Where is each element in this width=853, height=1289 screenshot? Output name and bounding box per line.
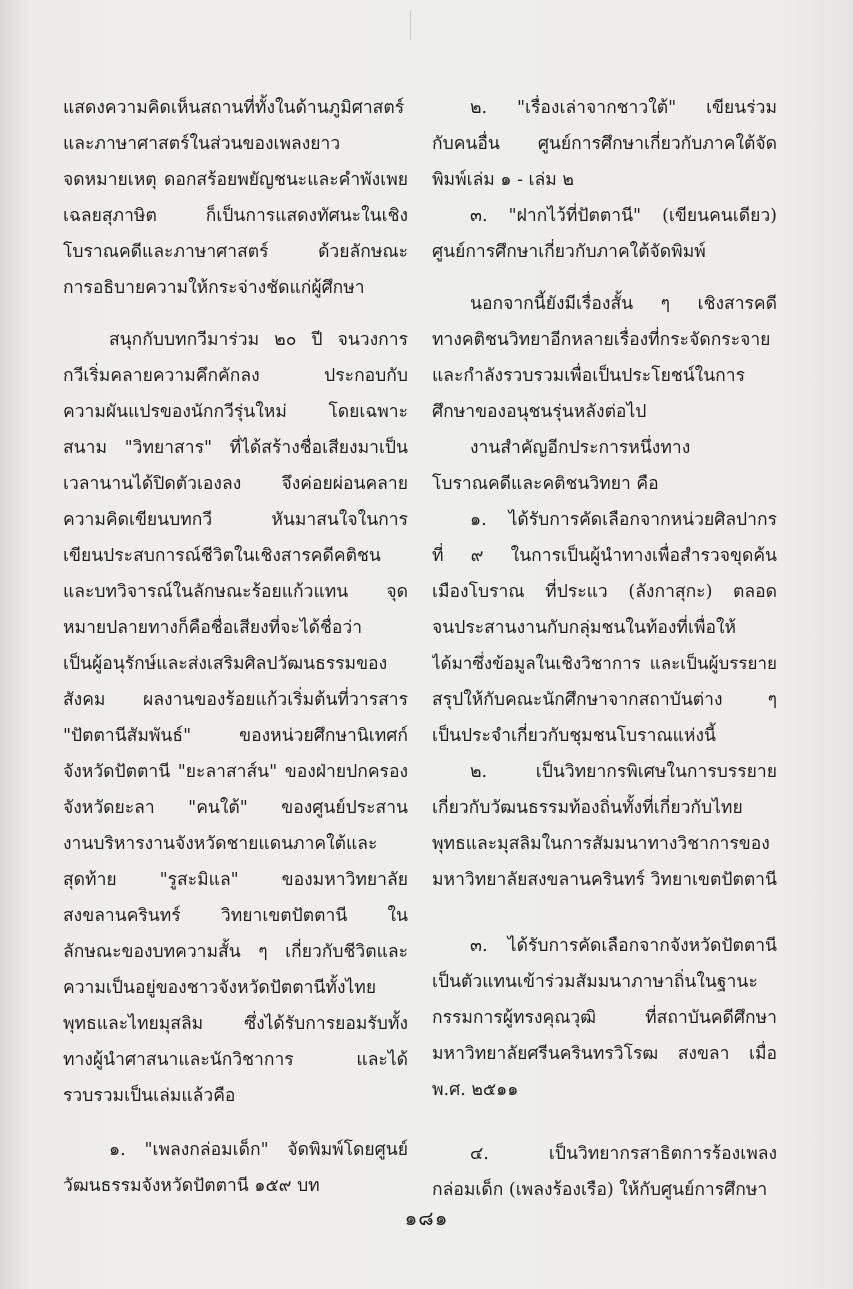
text-line: ๔. เป็นวิทยากรสาธิตการร้องเพลง [470, 1144, 777, 1164]
text-line: สนาม "วิทยาสาร" ที่ได้สร้างชื่อเสียงมาเป็น [63, 438, 408, 458]
text-line: จังหวัดยะลา "คนใต้" ของศูนย์ประสาน [63, 798, 408, 818]
text-line: ๓. ได้รับการคัดเลือกจากจังหวัดปัตตานี [470, 936, 777, 956]
text-line: กับคนอื่น ศูนย์การศึกษาเกี่ยวกับภาคใต้จัด [432, 134, 777, 154]
text-line: เกี่ยวกับวัฒนธรรมท้องถิ่นทั้งที่เกี่ยวกับไทย [432, 798, 743, 818]
text-line: ได้มาซึ่งข้อมูลในเชิงวิชาการ และเป็นผู้บรรยาย [432, 654, 777, 674]
text-line: เป็นผู้อนุรักษ์และส่งเสริมศิลปวัฒนธรรมของ [63, 654, 388, 674]
text-line: ลักษณะของบทความสั้น ๆ เกี่ยวกับชีวิตและ [63, 942, 408, 962]
text-line: เขียนประสบการณ์ชีวิตในเชิงสารคดีคติชน [63, 546, 381, 566]
text-line: หมายปลายทางก็คือชื่อเสียงที่จะได้ชื่อว่า [63, 618, 363, 638]
text-line: มหาวิทยาลัยศรีนครินทรวิโรฒ สงขลา เมื่อ [432, 1044, 777, 1064]
text-line: จนประสานงานกับกลุ่มชนในท้องที่เพื่อให้ [432, 618, 737, 638]
text-line: พิมพ์เล่ม ๑ - เล่ม ๒ [432, 170, 574, 190]
text-line: การอธิบายความให้กระจ่างชัดแก่ผู้ศึกษา [63, 278, 365, 298]
text-line: งานสำคัญอีกประการหนึ่งทาง [470, 438, 691, 458]
text-line: เมืองโบราณ ที่ประแว (ลังกาสุกะ) ตลอด [432, 582, 777, 602]
text-line: เฉลยสุภาษิต ก็เป็นการแสดงทัศนะในเชิง [63, 206, 408, 226]
text-line: และบทวิจารณ์ในลักษณะร้อยแก้วแทน จุด [63, 582, 408, 602]
text-line: ๑. ได้รับการคัดเลือกจากหน่วยศิลปากร [470, 510, 777, 530]
text-line: พ.ศ. ๒๕๑๑ [432, 1080, 519, 1100]
text-line: จดหมายเหตุ ดอกสร้อยพยัญชนะและคำพังเพย [63, 170, 408, 190]
text-line: และกำลังรวบรวมเพื่อเป็นประโยชน์ในการ [432, 366, 746, 386]
text-line: ๑. "เพลงกล่อมเด็ก" จัดพิมพ์โดยศูนย์ [109, 1140, 408, 1160]
text-line: ความเป็นอยู่ของชาวจังหวัดปัตตานีทั้งไทย [63, 978, 377, 998]
text-line: แสดงความคิดเห็นสถานที่ทั้งในด้านภูมิศาสตร์ [63, 98, 405, 118]
text-line: สังคม ผลงานของร้อยแก้วเริ่มต้นที่วารสาร [63, 690, 408, 710]
text-line: ๒. เป็นวิทยากรพิเศษในการบรรยาย [470, 762, 777, 782]
page-number: ๑๘๑ [404, 1206, 449, 1230]
text-line: กล่อมเด็ก (เพลงร้องเรือ) ให้กับศูนย์การศึกษา [432, 1180, 768, 1200]
text-line: จังหวัดปัตตานี "ยะลาสาส์น" ของฝ่ายปกครอง [63, 762, 408, 782]
text-line: สงขลานครินทร์ วิทยาเขตปัตตานี ใน [63, 906, 408, 926]
text-line: ที่ ๙ ในการเป็นผู้นำทางเพื่อสำรวจขุดค้น [432, 546, 777, 566]
text-line: ความคิดเขียนบทกวี หันมาสนใจในการ [63, 510, 408, 530]
text-line: สุดท้าย "รูสะมิแล" ของมหาวิทยาลัย [63, 870, 408, 890]
text-line: ศึกษาของอนุชนรุ่นหลังต่อไป [432, 402, 647, 422]
text-line: โบราณคดีและคติชนวิทยา คือ [432, 474, 659, 494]
text-line: เป็นตัวแทนเข้าร่วมสัมมนาภาษาถิ่นในฐานะ [432, 972, 758, 992]
text-line: และภาษาศาสตร์ในส่วนของเพลงยาว [63, 134, 341, 154]
text-line: ทางผู้นำศาสนาและนักวิชาการ และได้ [63, 1050, 408, 1070]
text-line: เวลานานได้ปิดตัวเองลง จึงค่อยผ่อนคลาย [63, 474, 408, 494]
scan-mark [410, 10, 411, 40]
text-line: ความผันแปรของนักกวีรุ่นใหม่ โดยเฉพาะ [63, 402, 408, 422]
text-line: พุทธและไทยมุสลิม ซึ่งได้รับการยอมรับทั้ง [63, 1014, 408, 1034]
text-line: เป็นประจำเกี่ยวกับชุมชนโบราณแห่งนี้ [432, 726, 716, 746]
text-line: ศูนย์การศึกษาเกี่ยวกับภาคใต้จัดพิมพ์ [432, 242, 706, 262]
text-line: รวบรวมเป็นเล่มแล้วคือ [63, 1086, 236, 1106]
text-line: "ปัตตานีสัมพันธ์" ของหน่วยศึกษานิเทศก์ [63, 726, 408, 746]
text-line: ทางคติชนวิทยาอีกหลายเรื่องที่กระจัดกระจาย [432, 330, 771, 350]
text-line: สรุปให้กับคณะนักศึกษาจากสถาบันต่าง ๆ [432, 690, 777, 710]
text-line: มหาวิทยาลัยสงขลานครินทร์ วิทยาเขตปัตตานี [432, 870, 777, 890]
text-line: สนุกกับบทกวีมาร่วม ๒๐ ปี จนวงการ [109, 330, 408, 350]
text-line: พุทธและมุสลิมในการสัมมนาทางวิชาการของ [432, 834, 770, 854]
text-line: ๒. "เรื่องเล่าจากชาวใต้" เขียนร่วม [470, 98, 777, 118]
text-line: กวีเริ่มคลายความคึกคักลง ประกอบกับ [63, 366, 408, 386]
text-line: นอกจากนี้ยังมีเรื่องสั้น ๆ เชิงสารคดี [470, 294, 777, 314]
text-line: โบราณคดีและภาษาศาสตร์ ด้วยลักษณะ [63, 242, 408, 262]
text-line: วัฒนธรรมจังหวัดปัตตานี ๑๕๙ บท [63, 1176, 320, 1196]
text-line: ๓. "ฝากไว้ที่ปัตตานี" (เขียนคนเดียว) [470, 206, 777, 226]
text-line: งานบริหารงานจังหวัดชายแดนภาคใต้และ [63, 834, 378, 854]
text-line: กรรมการผู้ทรงคุณวุฒิ ที่สถาบันคดีศึกษา [432, 1008, 777, 1028]
